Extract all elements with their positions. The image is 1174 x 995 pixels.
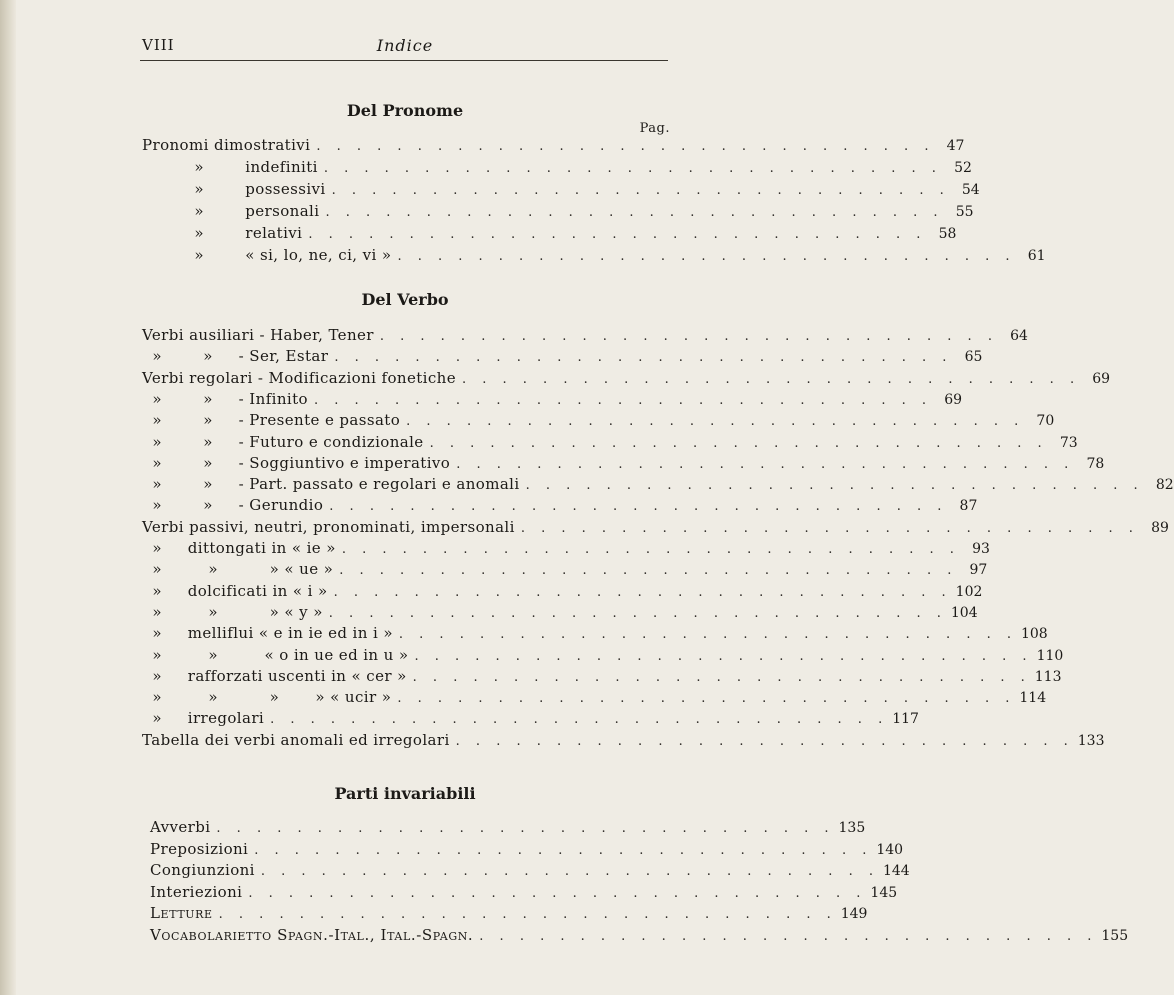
- entry-label: Preposizioni: [150, 839, 249, 858]
- leader-dots: . . . . . . . . . . . . . . . . . . . . . . . . . . . . . . .: [397, 249, 1016, 264]
- entry-page-number: 140: [876, 841, 904, 858]
- leader-dots: . . . . . . . . . . . . . . . . . . . . . . . . . . . . . . .: [339, 563, 958, 579]
- leader-dots: . . . . . . . . . . . . . . . . . . . . . . . . . . . . . . .: [333, 584, 952, 600]
- entry-page-number: 135: [838, 820, 866, 836]
- entry-label: Tabella dei verbi anomali ed irregolari: [142, 730, 450, 749]
- entry-label: Avverbi: [150, 818, 211, 836]
- leader-dots: . . . . . . . . . . . . . . . . . . . . . . . . . . . . . . .: [406, 414, 1025, 430]
- entry-page-number: 73: [1059, 434, 1078, 451]
- leader-dots: . . . . . . . . . . . . . . . . . . . . . . . . . . . . . . .: [414, 648, 1033, 664]
- index-entry: [150, 818, 866, 839]
- index-entry: [150, 925, 1129, 947]
- entry-page-number: 133: [1077, 732, 1105, 749]
- leader-dots: . . . . . . . . . . . . . . . . . . . . . . . . . . . . . . .: [331, 183, 950, 198]
- entry-page-number: 54: [961, 182, 980, 198]
- page-folio: VIII: [142, 36, 175, 54]
- entry-label: Letture: [150, 904, 213, 922]
- index-entry: [142, 645, 1064, 667]
- leader-dots: . . . . . . . . . . . . . . . . . . . . . . . . . . . . . . .: [429, 435, 1048, 451]
- entry-label: » melliflui « e in ie ed in i »: [142, 624, 393, 643]
- leader-dots: . . . . . . . . . . . . . . . . . . . . . . . . . . . . . . .: [479, 928, 1098, 944]
- leader-dots: . . . . . . . . . . . . . . . . . . . . . . . . . . . . . . .: [379, 329, 998, 344]
- entry-page-number: 64: [1010, 328, 1028, 344]
- entry-label: » » » « ue »: [142, 560, 334, 579]
- index-entry: [142, 560, 988, 581]
- entry-label: Vocabolarietto Spagn.-Ital., Ital.-Spagn.: [150, 925, 474, 944]
- entry-page-number: 58: [938, 226, 957, 242]
- leader-dots: . . . . . . . . . . . . . . . . . . . . . . . . . . . . . . .: [525, 478, 1144, 494]
- entry-page-number: 65: [964, 349, 983, 366]
- index-entry: [150, 904, 868, 925]
- running-header: [142, 36, 668, 58]
- pag-label: Pag.: [639, 121, 670, 136]
- entry-label: » » - Ser, Estar: [142, 347, 329, 366]
- index-entry: [142, 389, 963, 411]
- leader-dots: . . . . . . . . . . . . . . . . . . . . . . . . . . . . . . .: [308, 227, 927, 242]
- index-entry: [184, 224, 957, 245]
- header-rule: [140, 60, 668, 61]
- entry-page-number: 55: [955, 204, 974, 220]
- leader-dots: . . . . . . . . . . . . . . . . . . . . . . . . . . . . . . .: [462, 371, 1081, 387]
- index-entry: [142, 453, 1105, 475]
- index-entry: [142, 368, 1111, 390]
- section-heading-verbo: Del Verbo: [361, 290, 449, 309]
- entry-label: » dittongati in « ie »: [142, 539, 336, 557]
- section-heading-invariabili: Parti invariabili: [334, 784, 476, 803]
- entry-page-number: 93: [972, 541, 990, 557]
- index-entry: [184, 180, 980, 201]
- entry-label: » relativi: [184, 224, 303, 242]
- index-entry: [142, 496, 978, 517]
- entry-label: Congiunzioni: [150, 861, 255, 879]
- entry-page-number: 114: [1019, 690, 1047, 707]
- leader-dots: . . . . . . . . . . . . . . . . . . . . . . . . . . . . . . .: [313, 392, 933, 408]
- index-entry: [142, 709, 919, 730]
- leader-dots: . . . . . . . . . . . . . . . . . . . . . . . . . . . . . . .: [334, 350, 953, 366]
- index-entry: [142, 666, 1062, 688]
- index-entry: [142, 624, 1048, 645]
- entry-page-number: 113: [1034, 668, 1062, 685]
- index-entry: [142, 539, 990, 560]
- index-entry: [142, 517, 1169, 539]
- index-entry: [184, 202, 974, 223]
- leader-dots: . . . . . . . . . . . . . . . . . . . . . . . . . . . . . . .: [316, 139, 935, 154]
- index-entry: [142, 688, 1047, 709]
- entry-label: » indefiniti: [184, 158, 318, 176]
- entry-label: » » » « y »: [142, 602, 323, 621]
- entry-page-number: 108: [1020, 626, 1048, 643]
- entry-label: » » - Futuro e condizionale: [142, 432, 424, 451]
- entry-label: » » - Presente e passato: [142, 411, 401, 430]
- leader-dots: . . . . . . . . . . . . . . . . . . . . . . . . . . . . . . .: [254, 842, 873, 858]
- index-entry: [142, 136, 965, 157]
- leader-dots: . . . . . . . . . . . . . . . . . . . . . . . . . . . . . . .: [270, 712, 889, 728]
- index-entry: [150, 861, 910, 882]
- leader-dots: . . . . . . . . . . . . . . . . . . . . . . . . . . . . . . .: [398, 627, 1017, 643]
- leader-dots: . . . . . . . . . . . . . . . . . . . . . . . . . . . . . . .: [323, 161, 942, 176]
- entry-page-number: 82: [1155, 477, 1174, 494]
- entry-page-number: 102: [955, 583, 983, 600]
- entry-page-number: 149: [840, 906, 868, 922]
- entry-label: » rafforzati uscenti in « cer »: [142, 666, 407, 685]
- index-entry: [142, 347, 983, 368]
- entry-label: Verbi passivi, neutri, pronominati, impersonali: [142, 517, 515, 536]
- leader-dots: . . . . . . . . . . . . . . . . . . . . . . . . . . . . . . .: [456, 456, 1075, 472]
- entry-label: » irregolari: [142, 709, 265, 728]
- entry-label: » » » » « ucir »: [142, 688, 392, 707]
- entry-label: Pronomi dimostrativi: [142, 136, 311, 154]
- index-entry: [142, 581, 983, 603]
- entry-label: » personali: [184, 202, 320, 220]
- entry-page-number: 69: [944, 391, 963, 408]
- entry-page-number: 69: [1092, 370, 1111, 387]
- entry-label: Verbi ausiliari - Haber, Tener: [142, 326, 374, 344]
- entry-page-number: 61: [1027, 248, 1046, 264]
- index-entry: [142, 411, 1055, 432]
- leader-dots: . . . . . . . . . . . . . . . . . . . . . . . . . . . . . . .: [412, 669, 1031, 685]
- entry-page-number: 52: [954, 160, 972, 176]
- section-heading-pronome: Del Pronome: [346, 101, 464, 120]
- entry-page-number: 145: [870, 884, 898, 901]
- entry-page-number: 104: [950, 604, 978, 621]
- entry-label: » dolcificati in « i »: [142, 581, 328, 600]
- entry-label: » » - Part. passato e regolari e anomali: [142, 475, 520, 494]
- entry-page-number: 87: [959, 498, 978, 515]
- leader-dots: . . . . . . . . . . . . . . . . . . . . . . . . . . . . . . .: [520, 520, 1139, 536]
- leader-dots: . . . . . . . . . . . . . . . . . . . . . . . . . . . . . . .: [248, 885, 867, 901]
- running-title: Indice: [376, 36, 434, 55]
- index-entry: [142, 730, 1105, 752]
- entry-label: » « si, lo, ne, ci, vi »: [184, 246, 392, 264]
- index-entry: [142, 432, 1078, 454]
- entry-page-number: 97: [969, 562, 988, 579]
- index-entry: [150, 839, 904, 861]
- entry-page-number: 47: [946, 138, 965, 154]
- entry-page-number: 155: [1101, 927, 1129, 944]
- entry-page-number: 70: [1036, 413, 1055, 430]
- entry-label: » » « o in ue ed in u »: [142, 645, 409, 664]
- leader-dots: . . . . . . . . . . . . . . . . . . . . . . . . . . . . . . .: [325, 205, 944, 220]
- index-entry: [184, 246, 1046, 267]
- entry-label: » » - Infinito: [142, 389, 308, 408]
- entry-page-number: 78: [1086, 455, 1105, 472]
- leader-dots: . . . . . . . . . . . . . . . . . . . . . . . . . . . . . . .: [397, 691, 1016, 707]
- index-entry: [142, 602, 978, 624]
- entry-page-number: 110: [1036, 647, 1064, 664]
- entry-label: » possessivi: [184, 180, 326, 198]
- index-entry: [150, 882, 898, 904]
- entry-page-number: 117: [892, 711, 919, 728]
- leader-dots: . . . . . . . . . . . . . . . . . . . . . . . . . . . . . . .: [216, 821, 835, 836]
- index-entry: [184, 158, 972, 179]
- entry-page-number: 144: [882, 863, 910, 879]
- entry-page-number: 89: [1151, 519, 1169, 536]
- entry-label: Verbi regolari - Modificazioni fonetiche: [142, 368, 456, 387]
- leader-dots: . . . . . . . . . . . . . . . . . . . . . . . . . . . . . . .: [328, 605, 947, 621]
- leader-dots: . . . . . . . . . . . . . . . . . . . . . . . . . . . . . . .: [260, 864, 879, 879]
- leader-dots: . . . . . . . . . . . . . . . . . . . . . . . . . . . . . . .: [455, 733, 1074, 749]
- leader-dots: . . . . . . . . . . . . . . . . . . . . . . . . . . . . . . .: [218, 907, 837, 922]
- index-entry: [142, 475, 1174, 496]
- index-entry: [142, 326, 1028, 347]
- entry-label: Interiezioni: [150, 882, 243, 901]
- leader-dots: . . . . . . . . . . . . . . . . . . . . . . . . . . . . . . .: [329, 499, 948, 515]
- entry-label: » » - Gerundio: [142, 496, 324, 515]
- leader-dots: . . . . . . . . . . . . . . . . . . . . . . . . . . . . . . .: [341, 542, 960, 557]
- entry-label: » » - Soggiuntivo e imperativo: [142, 453, 451, 472]
